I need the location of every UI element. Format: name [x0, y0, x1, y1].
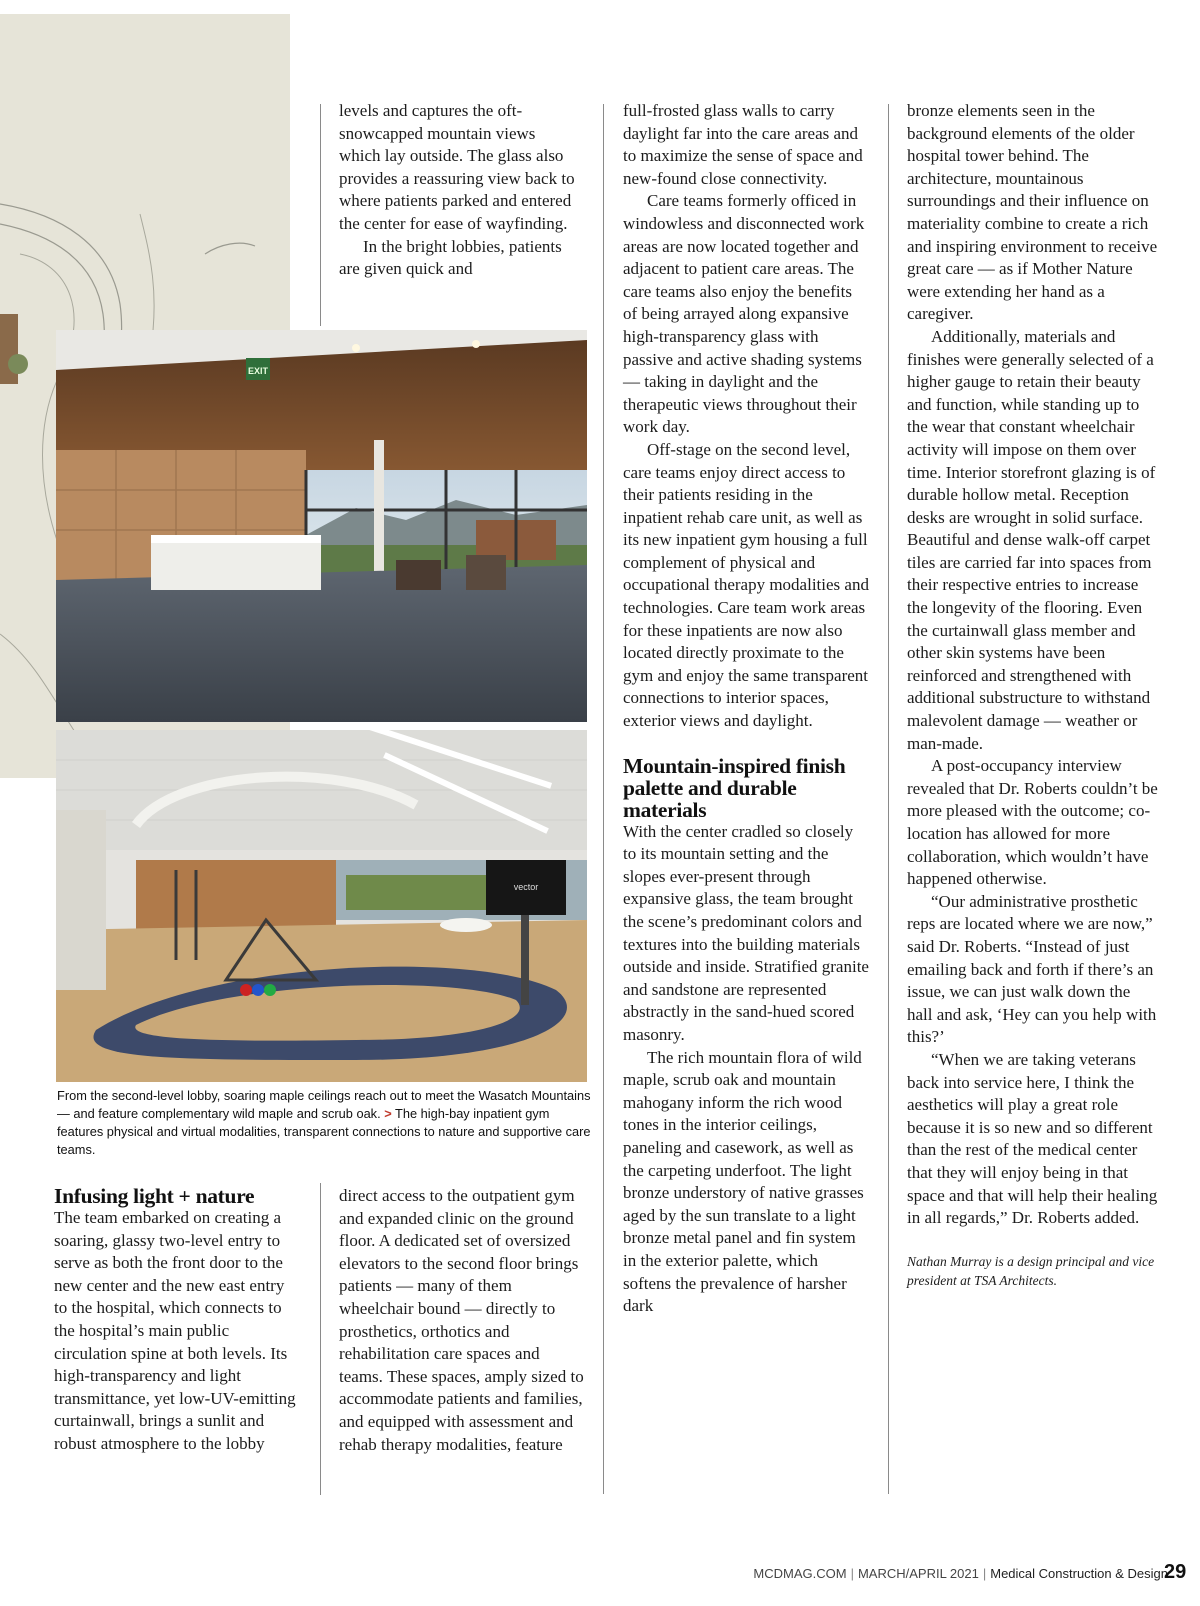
- paragraph: Off-stage on the second level, care teams enjoy direct access to their patients residing in the inpatient rehab care unit, as well as its new inpatient gym housing a full complement of physical and occupational therapy modalities and technologies. Care team work areas for these inpatients are now also located directly proximate to the gym and enjoy the same transparent connections to interior spaces, exterior views and daylight.: [623, 439, 869, 731]
- footer-separator: |: [982, 1566, 987, 1581]
- paragraph: Care teams formerly officed in windowless and disconnected work areas are now located together and adjacent to patient care areas. The care teams also enjoy the benefits of being arrayed along expansive high-transparency glass with passive and active shading systems — taking in daylight and the therapeutic views throughout their work day.: [623, 191, 865, 437]
- section-heading: Mountain-inspired finish palette and durable materials: [623, 753, 846, 822]
- paragraph: levels and captures the oft-snowcapped mountain views which lay outside. The glass also provides a reassuring view back to where patients parked and entered the center for ease of wayfinding.: [339, 101, 575, 233]
- caption-gym: The high-bay inpatient gym features physical and virtual modalities, transparent connections to nature and supportive care teams.: [57, 1106, 591, 1157]
- column-rule: [603, 104, 604, 1494]
- page-footer: [0, 1566, 1168, 1581]
- paragraph: With the center cradled so closely to its mountain setting and the slopes ever-present through expansive glass, the team brought the scene’s predominant colors and textures into the building materials outside and inside. Stratified granite and sandstone are represented abstractly in the sand-hued scored masonry.: [623, 821, 869, 1044]
- paragraph: The team embarked on creating a soaring, glassy two-level entry to serve as both the front door to the new center and the new east entry to the hospital, which connects to the hospital’s main public circulation spine at both levels. Its high-transparency and light transmittance, yet low-UV-emitting curtainwall, brings a sunlit and robust atmosphere to the lobby: [54, 1208, 296, 1453]
- column-rule: [320, 104, 321, 326]
- footer-issue: MARCH/APRIL 2021: [857, 1566, 979, 1581]
- exit-sign-label: EXIT: [247, 366, 269, 376]
- article-column-1-bottom: [54, 1185, 300, 1456]
- article-column-2-bottom: [339, 1185, 585, 1456]
- column-rule: [888, 104, 889, 1494]
- column-rule: [320, 1183, 321, 1495]
- paragraph: Additionally, materials and finishes were generally selected of a higher gauge to retain their beauty and function, while standing up to the wear that constant wheelchair activity will impose on them over time. Interior storefront glazing is of durable hollow metal. Reception desks are wrought in solid surface. Beautiful and dense walk-off carpet tiles are carried far into spaces from their respective entries to increase the longevity of the flooring. Even the curtainwall glass member and other skin systems have been reinforced and strengthened with additional substructure to withstand malevolent damage — weather or man-made.: [907, 326, 1156, 753]
- paragraph: In the bright lobbies, patients are given quick and: [339, 236, 562, 279]
- caption-lobby: From the second-level lobby, soaring maple ceilings reach out to meet the Wasatch Mountains — and feature complementary wild maple and scrub oak.: [57, 1088, 591, 1121]
- caption-arrow: >: [384, 1106, 392, 1121]
- page-number: 29: [1164, 1561, 1187, 1583]
- paragraph: direct access to the outpatient gym and expanded clinic on the ground floor. A dedicated set of oversized elevators to the second floor brings patients — many of them wheelchair bound — directly to prosthetics, orthotics and rehabilitation care spaces and teams. These spaces, amply sized to accommodate patients and families, and equipped with assessment and rehab therapy modalities, feature: [339, 1186, 584, 1454]
- photo-caption: [57, 1087, 592, 1159]
- paragraph: bronze elements seen in the background elements of the older hospital tower behind. The architecture, mountainous surroundings and their influence on materiality combine to create a rich and inspiring environment to receive great care — as if Mother Nature were extending her hand as a caregiver.: [907, 101, 1158, 324]
- section-heading: Infusing light + nature: [54, 1184, 255, 1208]
- lobby-photo: [56, 330, 587, 722]
- article-column-3: [623, 100, 869, 1318]
- paragraph: A post-occupancy interview revealed that Dr. Roberts couldn’t be more pleased with the outcome; co-location has allowed for more collaboration, which wouldn’t have happened otherwise.: [907, 756, 1158, 889]
- author-bio: Nathan Murray is a design principal and vice president at TSA Architects.: [907, 1253, 1155, 1288]
- footer-publication: Medical Construction & Design: [990, 1566, 1168, 1581]
- gym-screen-label: vector: [513, 882, 539, 892]
- paragraph: The rich mountain flora of wild maple, scrub oak and mountain mahogany inform the rich wood tones in the interior ceilings, paneling and casework, as well as the carpeting underfoot. The light bronze understory of native grasses aged by the sun translate to a light bronze metal panel and fin system in the exterior palette, which softens the prevalence of harsher dark: [623, 1047, 864, 1316]
- inpatient-gym-photo: [56, 730, 587, 1082]
- paragraph: full-frosted glass walls to carry daylight far into the care areas and to maximize the sense of space and new-found close connectivity.: [623, 101, 863, 188]
- paragraph: “When we are taking veterans back into service here, I think the aesthetics will play a great role because it is so new and so different than the rest of the medical center that they will enjoy being in that space and that will help their healing in all regards,” Dr. Roberts added.: [907, 1049, 1158, 1228]
- footer-site: MCDMAG.COM: [753, 1566, 847, 1581]
- article-column-4: [907, 100, 1159, 1290]
- footer-separator: |: [850, 1566, 854, 1581]
- paragraph: “Our administrative prosthetic reps are located where we are now,” said Dr. Roberts. “Instead of just emailing back and forth if there’s an issue, we can just walk down the hall and ask, ‘Hey can you help with this?’: [907, 891, 1157, 1047]
- article-column-2-top: [339, 100, 577, 281]
